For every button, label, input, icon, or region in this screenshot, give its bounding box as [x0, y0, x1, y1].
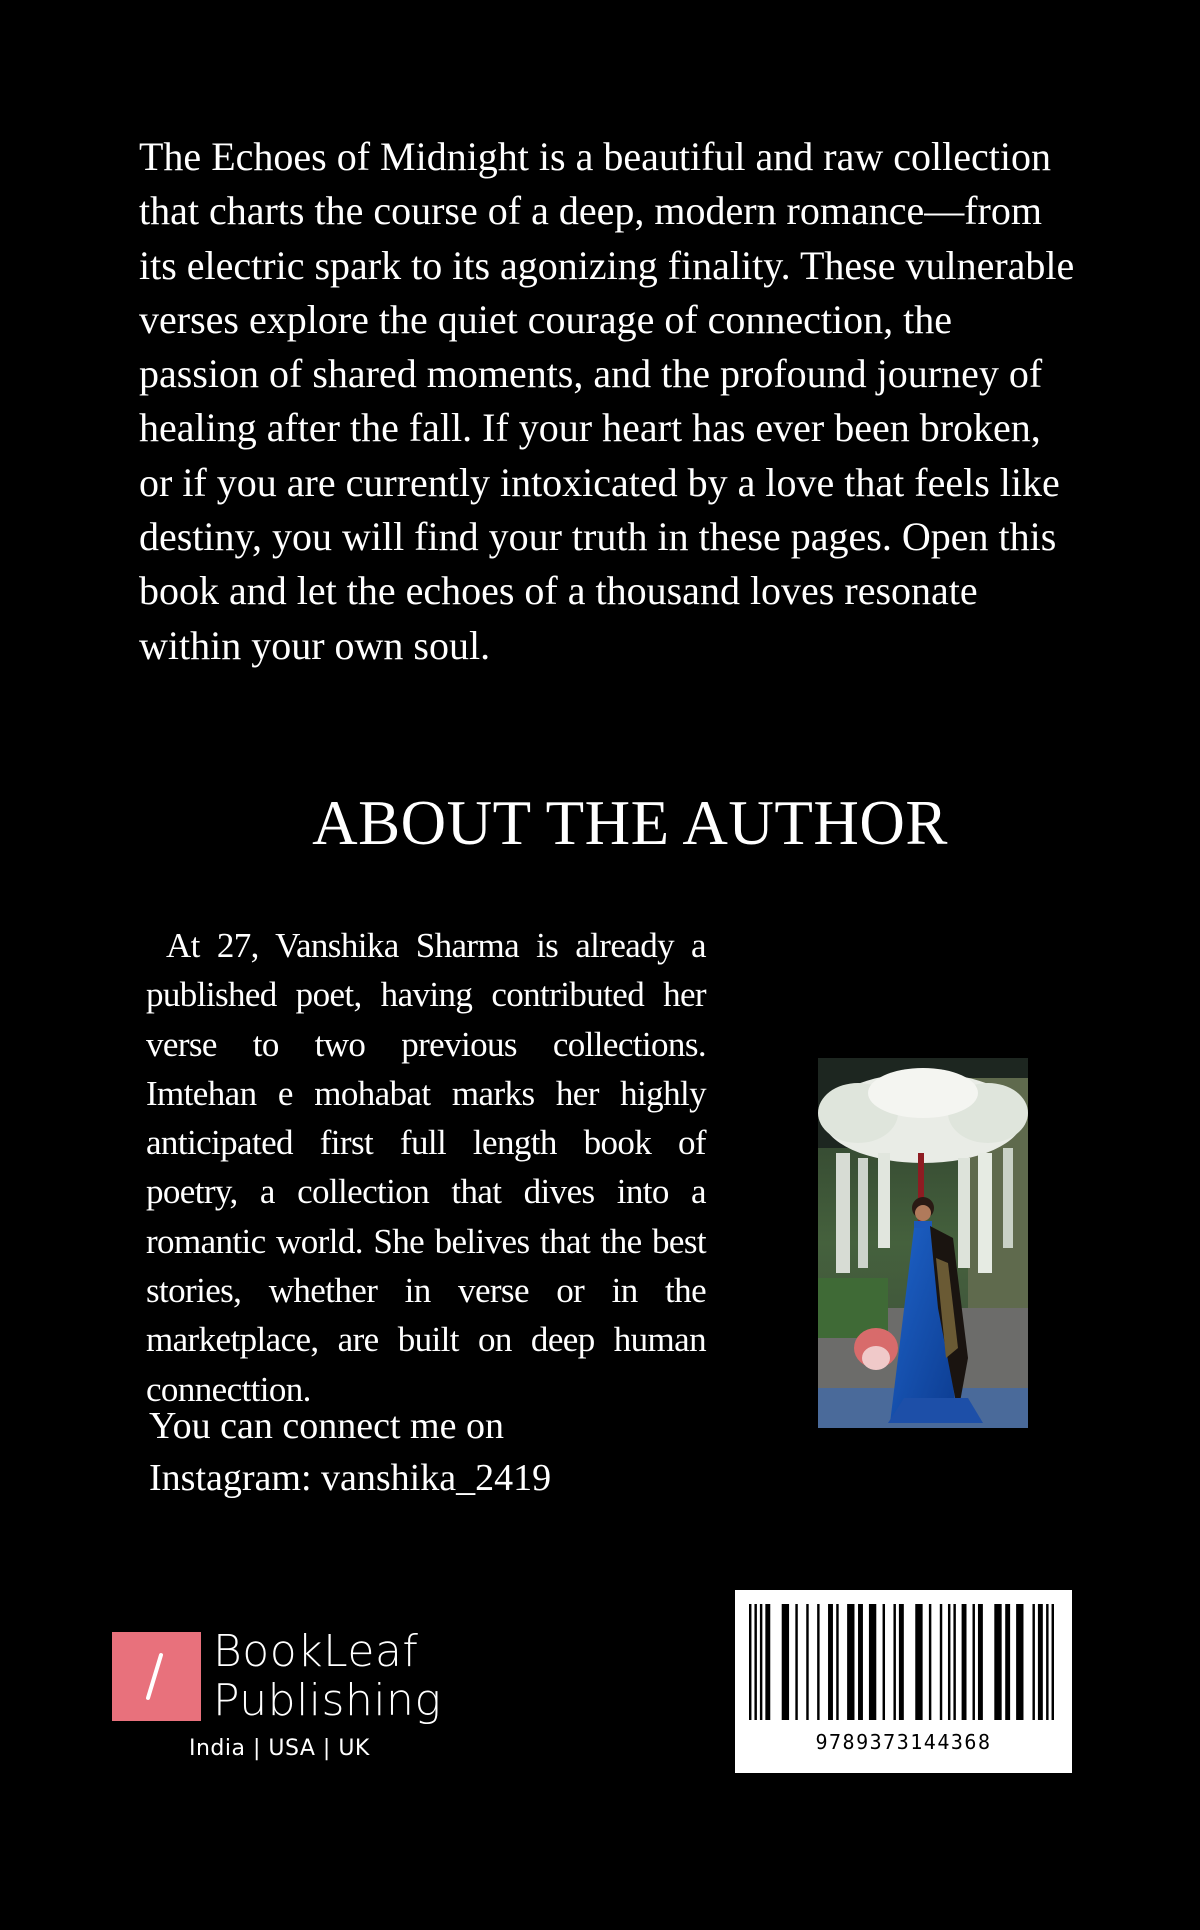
- barcode-bar: [899, 1604, 904, 1720]
- author-contact: [149, 1400, 749, 1504]
- instagram-handle: Instagram: vanshika_2419: [149, 1457, 552, 1499]
- barcode-bar: [869, 1604, 876, 1720]
- barcode-bar: [1016, 1604, 1023, 1720]
- author-photo: [818, 1058, 1028, 1428]
- barcode-bar: [1005, 1604, 1010, 1720]
- barcode-bar: [1052, 1604, 1054, 1720]
- barcode-bar: [915, 1604, 922, 1720]
- barcode-bar: [962, 1604, 967, 1720]
- barcode-bar: [765, 1604, 770, 1720]
- barcode-bar: [847, 1604, 854, 1720]
- about-the-author-heading: ABOUT THE AUTHOR: [312, 788, 948, 858]
- barcode-bar: [1032, 1604, 1034, 1720]
- barcode-bar: [978, 1604, 983, 1720]
- barcode-bar: [754, 1604, 756, 1720]
- connect-line: You can connect me on: [149, 1405, 504, 1447]
- barcode-bars: [749, 1604, 1057, 1720]
- barcode-bar: [782, 1604, 789, 1720]
- barcode-bar: [858, 1604, 863, 1720]
- barcode-bar: [973, 1604, 975, 1720]
- slash-logo-icon: [112, 1632, 201, 1721]
- barcode-bar: [893, 1604, 895, 1720]
- bookleaf-publishing-logo: [112, 1627, 472, 1777]
- barcode-bar: [1038, 1604, 1043, 1720]
- book-blurb: The Echoes of Midnight is a beautiful and raw collection that charts the course of a deep, modern romance—from its electric spark to its agonizing finality. These vulnerable verses explore the quiet courage of connection, the passion of shared moments, and the profound journey of healing after the fall. If your heart has ever been broken, or if you are currently intoxicated by a love that feels like destiny, you will find your truth in these pages. Open this book and let the echoes of a thousand loves resonate within your own soul.: [139, 134, 1075, 668]
- barcode-bar: [795, 1604, 797, 1720]
- barcode-bar: [948, 1604, 950, 1720]
- publisher-name: [213, 1627, 441, 1725]
- barcode-bar: [806, 1604, 808, 1720]
- barcode-bar: [953, 1604, 955, 1720]
- barcode-bar: [1046, 1604, 1048, 1720]
- barcode-bar: [817, 1604, 819, 1720]
- barcode-bar: [836, 1604, 838, 1720]
- publisher-name-line1: BookLeaf: [213, 1626, 419, 1677]
- slash-icon: [112, 1632, 201, 1721]
- barcode-bar: [994, 1604, 1001, 1720]
- publisher-regions: India | USA | UK: [189, 1736, 370, 1761]
- author-bio-text: At 27, Vanshika Sharma is already a published poet, having contributed her verse to two previous collections. Imtehan e mohabat marks her highly anticipated first full length book of poetry, a collection that dives into a romantic world. She belives that the best stories, whether in verse or in the marketplace, are built on deep human connecttion.: [146, 926, 706, 1409]
- author-photo-image: [818, 1058, 1028, 1428]
- author-bio: [146, 921, 706, 1414]
- barcode-bar: [883, 1604, 885, 1720]
- barcode-bar: [929, 1604, 931, 1720]
- barcode-bar: [749, 1604, 751, 1720]
- barcode-bar: [760, 1604, 762, 1720]
- isbn-barcode: [735, 1590, 1072, 1773]
- publisher-name-line2: Publishing: [213, 1675, 442, 1726]
- barcode-bar: [828, 1604, 833, 1720]
- barcode-bar: [940, 1604, 942, 1720]
- isbn-number: 9789373144368: [815, 1730, 992, 1754]
